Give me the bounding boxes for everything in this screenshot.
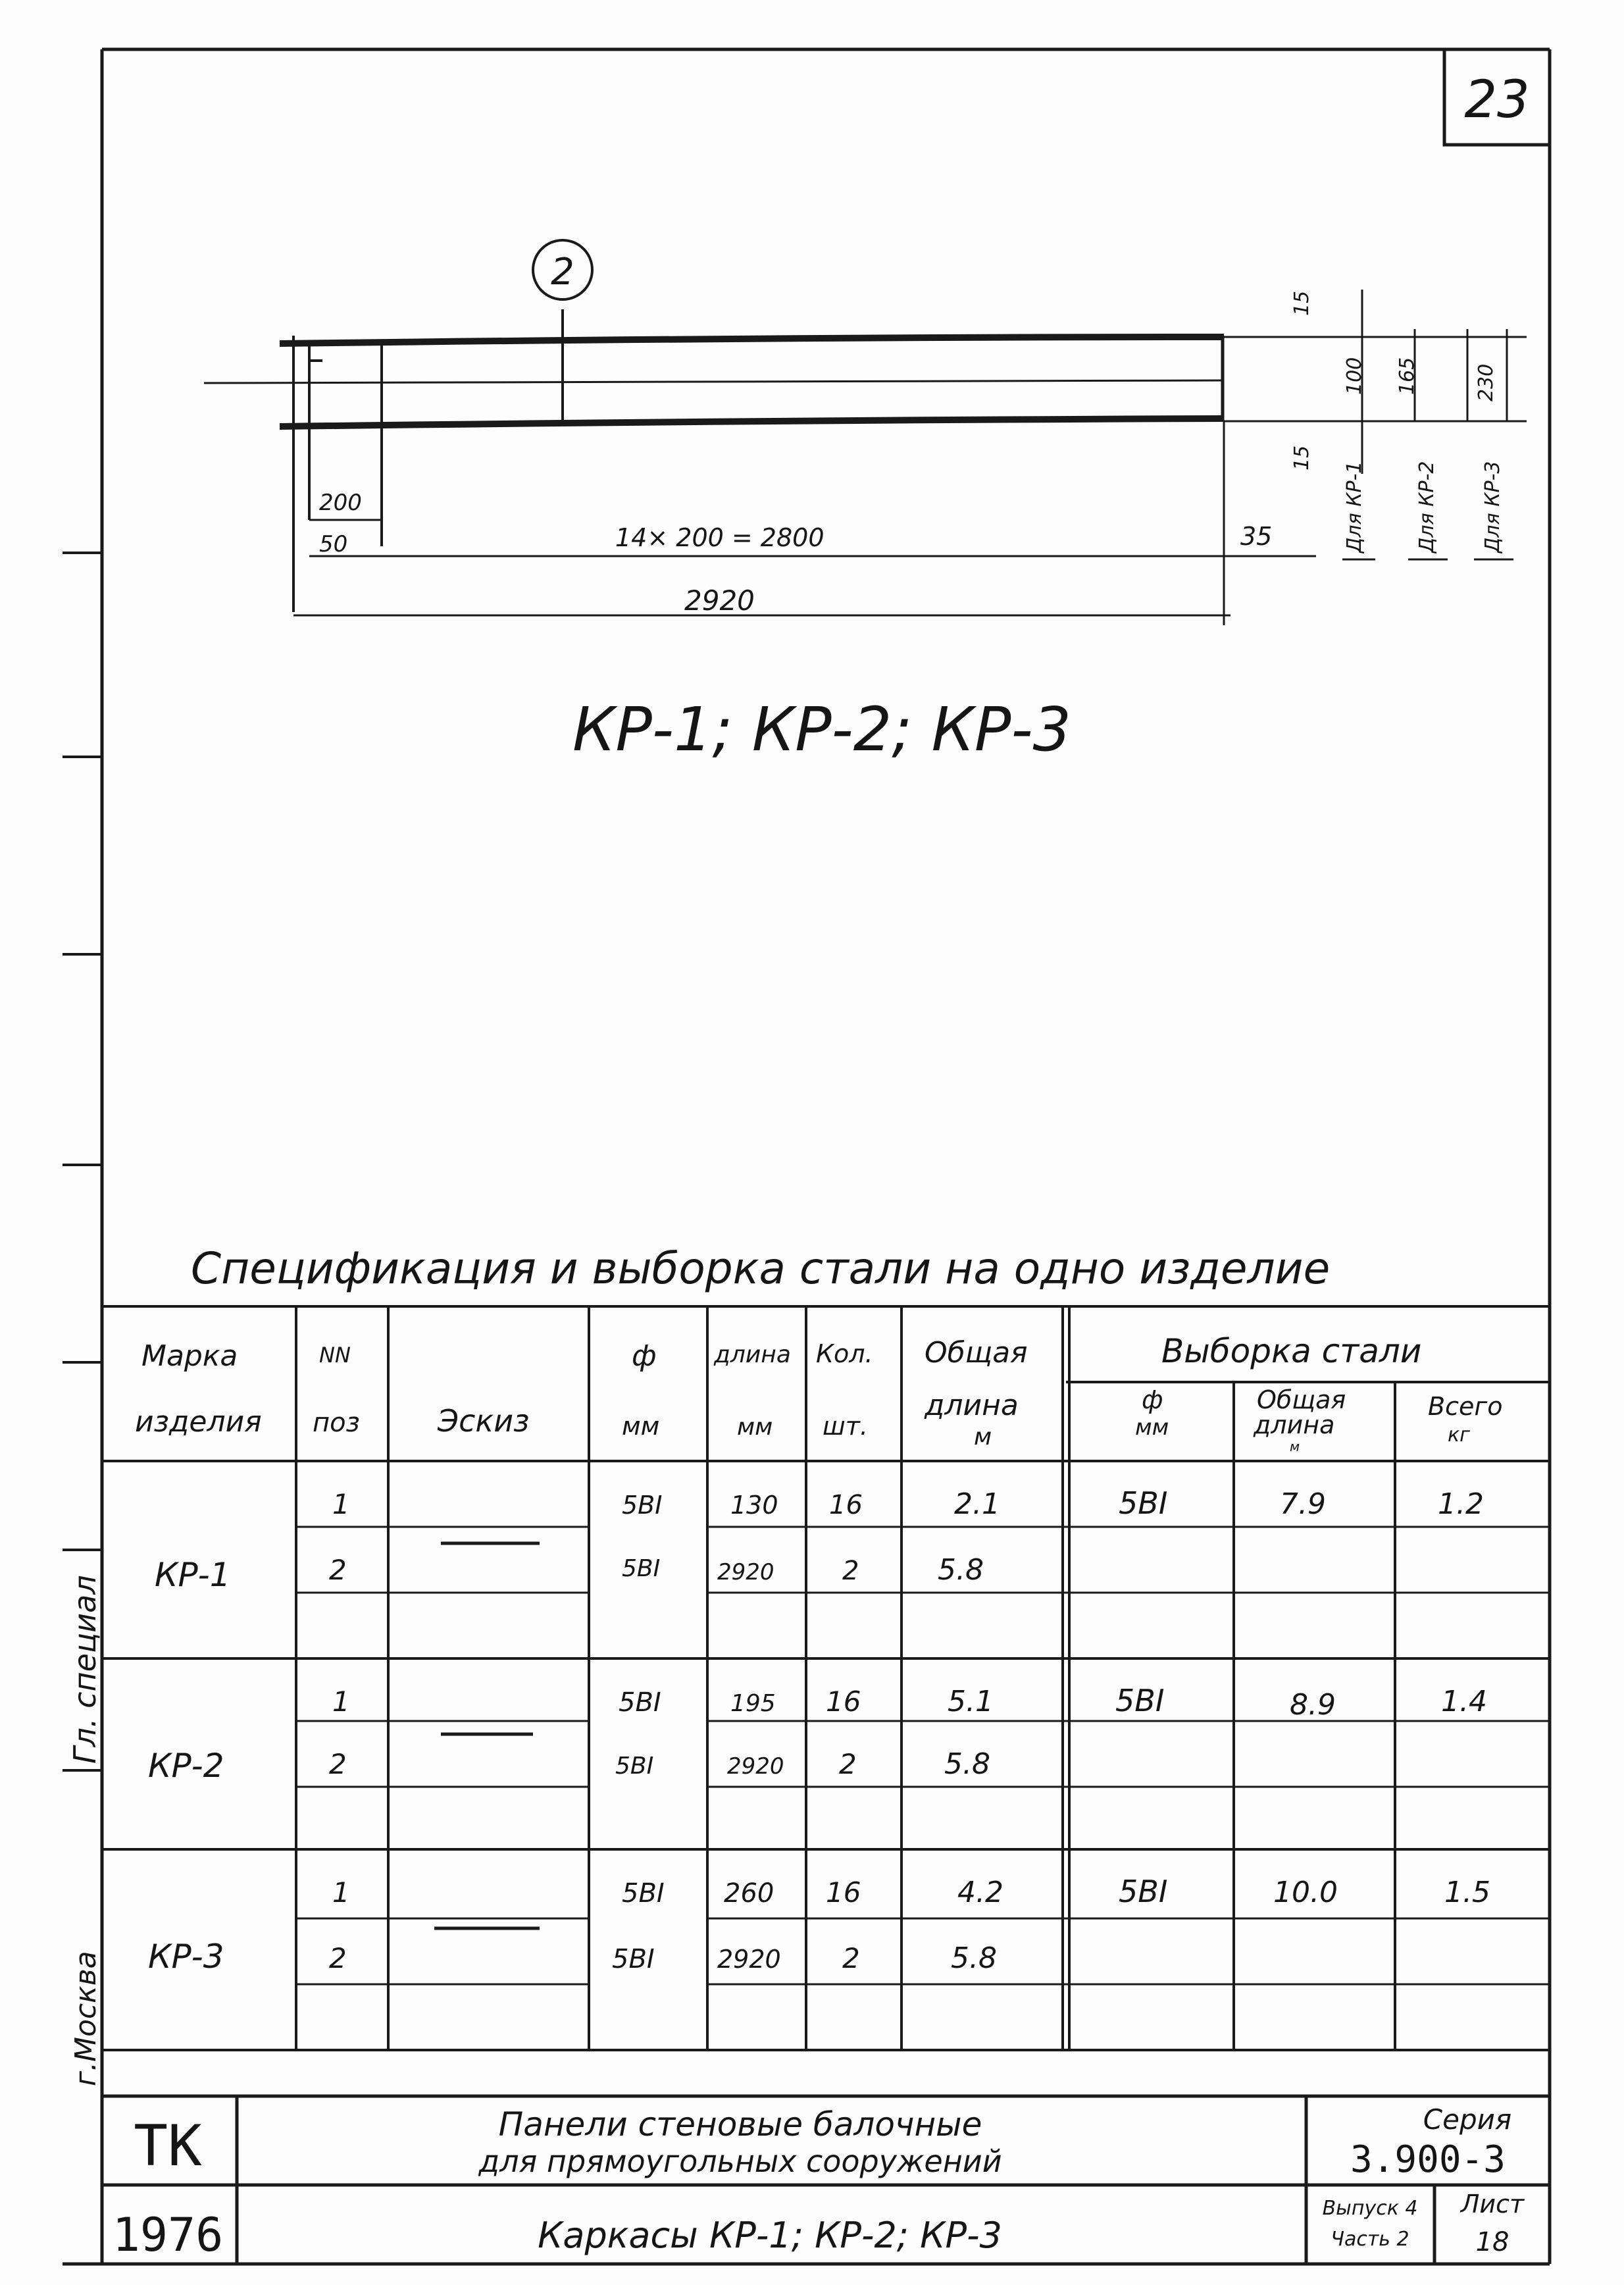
svg-text:Выборка стали: Выборка стали xyxy=(1161,1332,1422,1370)
svg-text:7.9: 7.9 xyxy=(1280,1487,1326,1521)
svg-text:2: 2 xyxy=(329,1748,347,1780)
svg-text:поз: поз xyxy=(313,1408,360,1438)
dim-total: 2920 xyxy=(684,584,755,617)
svg-text:длина: длина xyxy=(714,1341,791,1368)
svg-text:5ВI: 5ВI xyxy=(622,1491,663,1520)
svg-text:2.1: 2.1 xyxy=(954,1487,1000,1521)
dim-200: 200 xyxy=(319,490,362,516)
svg-text:длина: длина xyxy=(1254,1410,1335,1439)
svg-text:1: 1 xyxy=(332,1488,350,1520)
dim-100: 100 xyxy=(1343,357,1366,395)
svg-text:изделия: изделия xyxy=(135,1405,262,1439)
svg-text:Кол.: Кол. xyxy=(816,1339,873,1368)
svg-text:Общая: Общая xyxy=(1257,1385,1346,1414)
svg-text:2920: 2920 xyxy=(727,1753,784,1780)
svg-text:Всего: Всего xyxy=(1428,1392,1503,1421)
svg-text:16: 16 xyxy=(826,1685,861,1718)
side-stamp-city: г.Москва xyxy=(69,1951,103,2086)
svg-text:5.8: 5.8 xyxy=(938,1553,984,1587)
svg-text:2: 2 xyxy=(842,1556,859,1586)
svg-text:260: 260 xyxy=(724,1878,774,1909)
svg-text:Общая: Общая xyxy=(925,1336,1028,1370)
dim-pitch: 14× 200 = 2800 xyxy=(615,523,825,552)
spec-row-lines xyxy=(296,1527,1550,1984)
dim-top-15: 15 xyxy=(1290,290,1313,316)
series-value: 3.900-3 xyxy=(1350,2138,1506,2181)
svg-text:длина: длина xyxy=(925,1389,1019,1422)
svg-text:16: 16 xyxy=(826,1876,861,1909)
dim-50: 50 xyxy=(319,531,348,557)
svg-text:2: 2 xyxy=(329,1554,347,1586)
drawing-caption: КР-1; КР-2; КР-3 xyxy=(572,694,1072,765)
svg-text:ф: ф xyxy=(1142,1385,1163,1414)
svg-text:Марка: Марка xyxy=(141,1339,238,1373)
label-for-kr2: Для КР-2 xyxy=(1415,461,1438,553)
svg-text:5.1: 5.1 xyxy=(948,1685,994,1718)
dim-165: 165 xyxy=(1396,357,1419,395)
side-stamp-role: Гл. специал xyxy=(67,1575,103,1764)
mark-kr3: КР-3 xyxy=(148,1938,224,1976)
center-line xyxy=(204,380,1224,383)
svg-text:5ВI: 5ВI xyxy=(615,1753,654,1780)
svg-text:1.4: 1.4 xyxy=(1441,1685,1487,1718)
mark-kr1: КР-1 xyxy=(155,1556,231,1594)
title-line2: для прямоугольных сооружений xyxy=(478,2144,1002,2179)
rod-bottom xyxy=(280,419,1224,426)
svg-text:5ВI: 5ВI xyxy=(622,1878,665,1909)
spec-group-kr2 xyxy=(148,1683,1487,1785)
svg-text:2920: 2920 xyxy=(717,1559,774,1585)
svg-text:8.9: 8.9 xyxy=(1290,1688,1336,1722)
svg-text:ф: ф xyxy=(632,1339,657,1373)
svg-text:NN: NN xyxy=(319,1343,351,1368)
svg-text:1.5: 1.5 xyxy=(1444,1876,1490,1909)
svg-text:5ВI: 5ВI xyxy=(1119,1485,1168,1521)
label-for-kr1: Для КР-1 xyxy=(1343,461,1366,553)
svg-text:мм: мм xyxy=(1135,1414,1169,1441)
svg-text:1: 1 xyxy=(332,1685,350,1718)
spec-group-kr3 xyxy=(148,1874,1490,1976)
dim-35: 35 xyxy=(1240,522,1273,551)
series-label: Серия xyxy=(1423,2103,1512,2136)
svg-text:5ВI: 5ВI xyxy=(622,1555,661,1582)
svg-text:Эскиз: Эскиз xyxy=(438,1403,530,1439)
spec-title: Спецификация и выборка стали на одно изделие xyxy=(191,1243,1331,1294)
svg-text:2: 2 xyxy=(842,1942,860,1974)
callout-label: 2 xyxy=(551,251,574,294)
svg-text:мм: мм xyxy=(622,1412,660,1441)
svg-text:мм: мм xyxy=(737,1414,773,1441)
title-line1: Панели стеновые балочные xyxy=(498,2105,982,2144)
svg-text:1.2: 1.2 xyxy=(1438,1487,1484,1521)
svg-text:м: м xyxy=(1290,1439,1300,1454)
svg-text:130: 130 xyxy=(730,1491,778,1520)
mark-kr2: КР-2 xyxy=(148,1747,224,1785)
spec-group-kr1 xyxy=(155,1485,1484,1594)
svg-text:5ВI: 5ВI xyxy=(1115,1683,1165,1718)
dim-230: 230 xyxy=(1475,363,1498,401)
svg-text:2: 2 xyxy=(329,1942,347,1974)
subtitle: Каркасы КР-1; КР-2; КР-3 xyxy=(538,2215,1002,2256)
svg-text:5ВI: 5ВI xyxy=(1119,1874,1168,1909)
rod-top xyxy=(280,337,1224,344)
svg-text:5ВI: 5ВI xyxy=(619,1687,661,1718)
svg-text:5ВI: 5ВI xyxy=(612,1944,655,1974)
label-for-kr3: Для КР-3 xyxy=(1481,461,1504,553)
svg-text:1: 1 xyxy=(332,1876,350,1909)
part: Часть 2 xyxy=(1331,2228,1409,2251)
frame-drawing xyxy=(204,240,1527,625)
year: 1976 xyxy=(112,2208,224,2262)
dim-bottom-15: 15 xyxy=(1290,445,1313,471)
svg-text:5.8: 5.8 xyxy=(944,1747,990,1781)
svg-text:кг: кг xyxy=(1448,1424,1470,1447)
svg-text:195: 195 xyxy=(730,1690,776,1717)
sheet-number: 23 xyxy=(1464,70,1530,130)
svg-text:10.0: 10.0 xyxy=(1273,1876,1338,1909)
sheet-label: Лист xyxy=(1460,2190,1525,2219)
svg-text:шт.: шт. xyxy=(823,1412,868,1441)
svg-text:2920: 2920 xyxy=(717,1945,781,1974)
svg-text:16: 16 xyxy=(829,1490,863,1520)
sheet-value: 18 xyxy=(1475,2227,1510,2257)
spec-table-header xyxy=(135,1332,1503,1454)
org-code: ТК xyxy=(134,2113,202,2179)
svg-text:2: 2 xyxy=(839,1748,857,1780)
svg-text:м: м xyxy=(974,1424,992,1451)
sheet-number-box xyxy=(1444,49,1550,145)
svg-text:4.2: 4.2 xyxy=(957,1876,1003,1909)
svg-text:5.8: 5.8 xyxy=(951,1941,997,1975)
issue: Выпуск 4 xyxy=(1322,2197,1418,2220)
